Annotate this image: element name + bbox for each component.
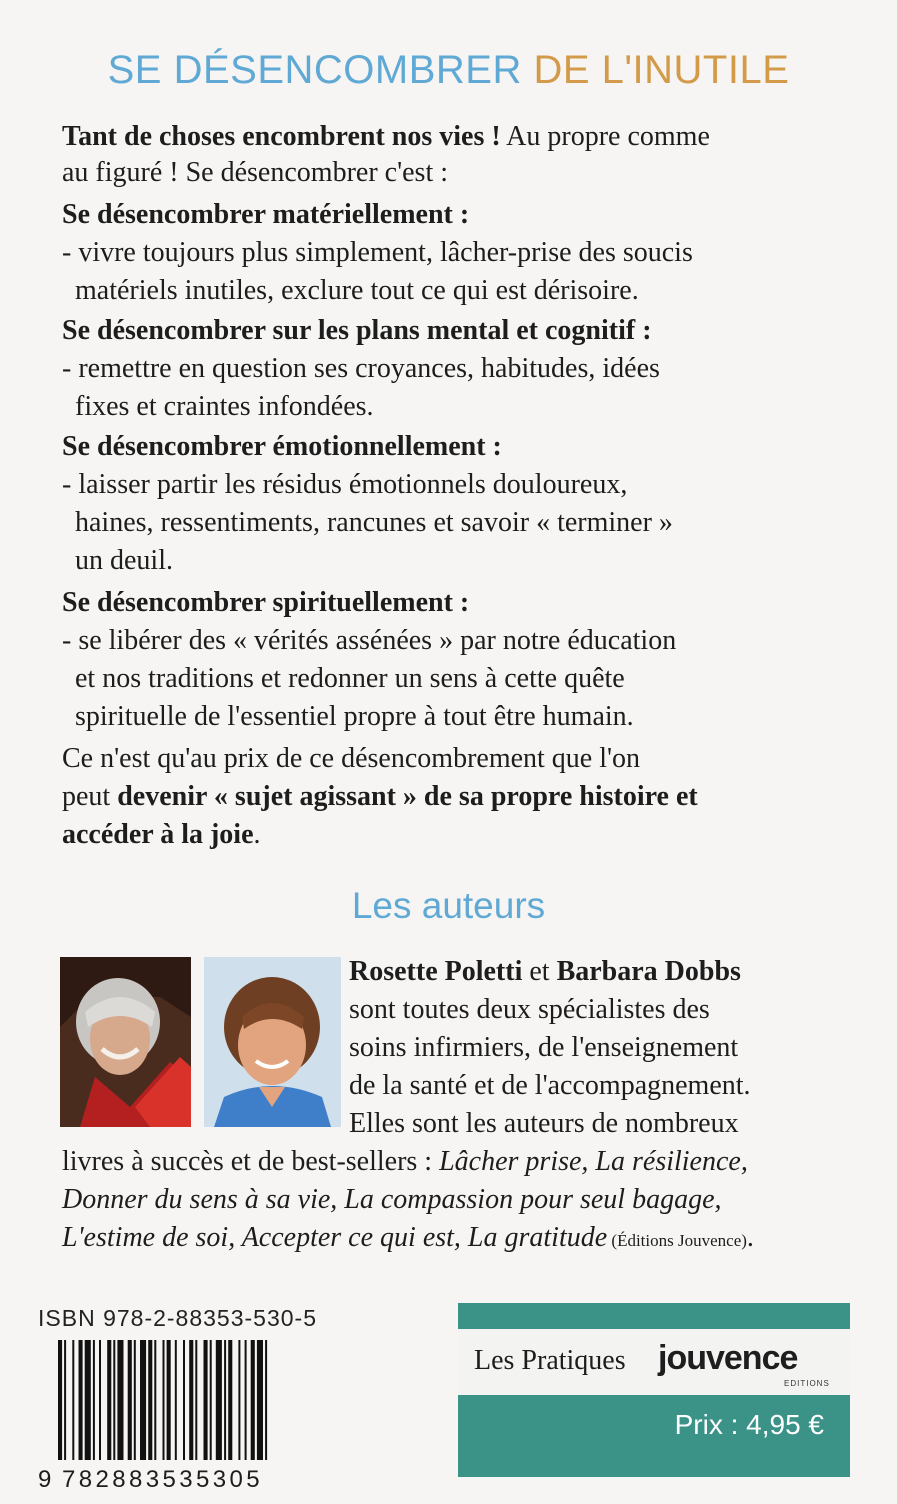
conclusion-line-2 [62, 780, 698, 814]
conclusion-period: . [253, 819, 261, 850]
barcode-bar [216, 1340, 222, 1460]
barcode-bar [64, 1340, 66, 1460]
barcode-bar [224, 1340, 226, 1460]
intro-bold: Tant de choses encombrent nos vies ! [62, 121, 501, 152]
barcode-bar [167, 1340, 171, 1460]
authors-bio-line: soins infirmiers, de l'enseignement [349, 1032, 739, 1063]
section-heading-text: Se désencombrer spirituellement : [62, 587, 470, 618]
author-photo-barbara-dobbs [204, 957, 341, 1127]
conclusion-bold: devenir « sujet agissant » de sa propre histoire et [117, 781, 698, 812]
barcode-bar [163, 1340, 165, 1460]
barcode-bar [154, 1340, 156, 1460]
book-titles: Donner du sens à sa vie, La compassion pour seul bagage, [62, 1184, 722, 1215]
barcode-bar [58, 1340, 62, 1460]
conclusion-plain: peut [62, 781, 118, 812]
barcode-bar [210, 1340, 212, 1460]
section-line: matériels inutiles, exclure tout ce qui est dérisoire. [75, 275, 639, 306]
intro-line-2: au figuré ! Se désencombrer c'est : [62, 157, 448, 188]
section-heading [62, 198, 469, 232]
price-label: Prix : 4,95 € [674, 1409, 824, 1440]
book-titles: Lâcher prise, La résilience, [439, 1146, 748, 1177]
section-heading [62, 586, 469, 620]
barcode-bar [140, 1340, 146, 1460]
book-titles: L'estime de soi, Accepter ce qui est, La gratitude [62, 1222, 608, 1253]
authors-bio-line: Elles sont les auteurs de nombreux [349, 1108, 739, 1139]
barcode-bar [189, 1340, 193, 1460]
section-heading [62, 314, 652, 348]
title-part-2: DE L'INUTILE [533, 48, 790, 92]
collection-name: Les Pratiques [474, 1345, 626, 1376]
authors-bio-line [62, 1145, 748, 1179]
section-line: un deuil. [75, 545, 173, 576]
section-line: fixes et craintes infondées. [75, 391, 374, 422]
barcode-bar [238, 1340, 240, 1460]
publisher-block [458, 1303, 850, 1477]
author-name-1: Rosette Poletti [349, 956, 523, 987]
section-heading-text: Se désencombrer matériellement : [62, 199, 470, 230]
authors-heading: Les auteurs [351, 885, 546, 926]
authors-bio-line [62, 1221, 754, 1258]
barcode-bar [113, 1340, 115, 1460]
section-line: - se libérer des « vérités assénées » par notre éducation [62, 625, 677, 656]
barcode-bar [195, 1340, 197, 1460]
section-line: - vivre toujours plus simplement, lâcher-prise des soucis [62, 237, 693, 268]
isbn-number: ISBN 978-2-88353-530-5 [38, 1305, 317, 1331]
publisher-logo-sub: EDITIONS [784, 1379, 830, 1388]
barcode-bar [148, 1340, 152, 1460]
authors-bio-line [62, 1183, 722, 1217]
barcode-bar [245, 1340, 247, 1460]
section-heading-text: Se désencombrer émotionnellement : [62, 431, 502, 462]
conclusion-bold: accéder à la joie [62, 819, 254, 850]
barcode-bar [257, 1340, 263, 1460]
barcode-bar [79, 1340, 83, 1460]
section-heading-text: Se désencombrer sur les plans mental et cognitif : [62, 315, 652, 346]
barcode-bar [228, 1340, 232, 1460]
intro-rest: Au propre comme [500, 121, 710, 152]
conclusion-line-3 [62, 818, 261, 852]
publisher-note: (Éditions Jouvence) [607, 1231, 747, 1250]
authors-bio-plain: livres à succès et de best-sellers : [62, 1146, 440, 1177]
barcode-bar [251, 1340, 255, 1460]
section-heading [62, 430, 502, 464]
section-line: et nos traditions et redonner un sens à cette quête [75, 663, 625, 694]
section-line: spirituelle de l'essentiel propre à tout être humain. [75, 701, 634, 732]
barcode-bar [117, 1340, 123, 1460]
barcode-bar [107, 1340, 111, 1460]
barcode-bar [99, 1340, 101, 1460]
barcode-bar [72, 1340, 74, 1460]
barcode-bar [93, 1340, 95, 1460]
barcode-bar [204, 1340, 208, 1460]
publisher-logo: jouvence [658, 1339, 798, 1377]
barcode-first-digit: 9 [38, 1466, 52, 1493]
authors-names-line [349, 955, 741, 989]
author-name-2: Barbara Dobbs [556, 956, 741, 987]
bio-period: . [746, 1222, 754, 1253]
authors-bio-line: de la santé et de l'accompagnement. [349, 1070, 751, 1101]
barcode-bar [128, 1340, 132, 1460]
conclusion-line-1: Ce n'est qu'au prix de ce désencombrement que l'on [62, 743, 641, 774]
section-line: - laisser partir les résidus émotionnels douloureux, [62, 469, 628, 500]
authors-and: et [522, 956, 557, 987]
barcode-bar [265, 1340, 267, 1460]
author-photo-rosette-poletti [60, 957, 191, 1127]
barcode-bar [85, 1340, 91, 1460]
section-line: - remettre en question ses croyances, habitudes, idées [62, 353, 660, 384]
authors-bio-line: sont toutes deux spécialistes des [349, 994, 710, 1025]
intro-line-1 [62, 120, 710, 154]
barcode-bar [134, 1340, 136, 1460]
barcode-bar [175, 1340, 177, 1460]
barcode-bar [183, 1340, 185, 1460]
collection-banner [458, 1329, 850, 1395]
section-line: haines, ressentiments, rancunes et savoir « terminer » [75, 507, 673, 538]
barcode [58, 1340, 428, 1460]
back-cover-title [0, 48, 897, 93]
title-part-1: SE DÉSENCOMBRER [107, 48, 522, 92]
barcode-digits: 782883535305 [62, 1466, 427, 1494]
